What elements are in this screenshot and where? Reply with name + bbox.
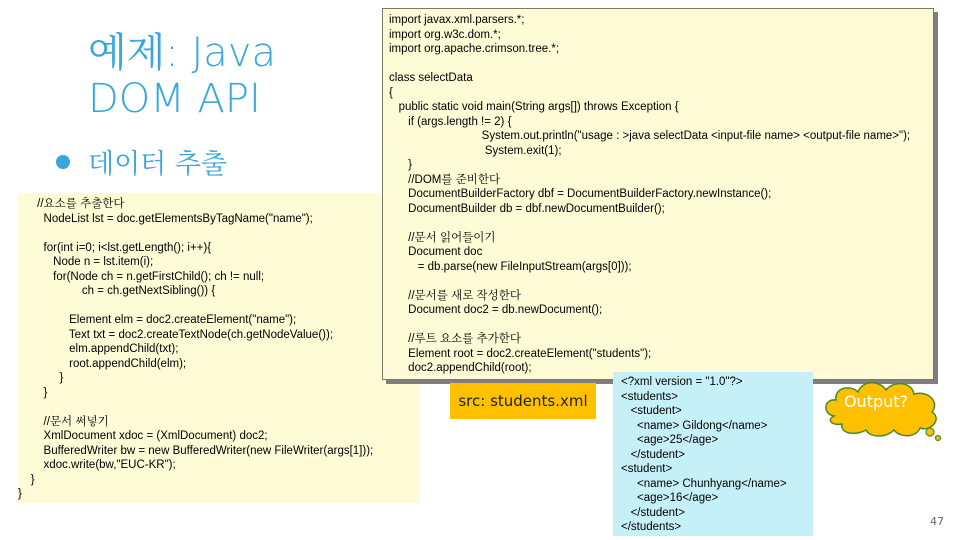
slide-title: 예제: Java DOM API: [88, 30, 276, 122]
code-block-left: [18, 193, 420, 503]
page-number: 47: [930, 515, 944, 528]
cloud-callout-text: Output?: [843, 392, 909, 411]
source-file-label: src: students.xml: [450, 383, 596, 419]
code-right-text: import javax.xml.parsers.*; import org.w3c.dom.*; import org.apache.crimson.tree.*; class selectData { public static void main(String args[]) throws Exception { if (args.length != 2) { System.out.println("usage : >java selectData <input-file name> <output-file name>"); System.exit(1); } //DOM를 준비한다 DocumentBuilderFactory dbf = DocumentBuilderFactory.newInstance(); DocumentBuilder db = dbf.newDocumentBuilder(); //문서 읽어들이기 Document doc = db.parse(new FileInputStream(args[0])); //문서를 새로 작성한다 Document doc2 = db.newDocument(); //루트 요소를 추가한다 Element root = doc2.createElement("students"); doc2.appendChild(root);: [389, 14, 911, 374]
xml-output-text: <?xml version = "1.0"?> <students> <student> <name> Gildong</name> <age>25</age> </student> <student> <name> Chunhyang</name> <age>16</age> </student> </students>: [621, 376, 787, 533]
xml-output-box: [613, 372, 813, 536]
bullet-dot-icon: [56, 155, 70, 169]
code-block-right: [382, 8, 934, 380]
bullet-text: 데이터 추출: [88, 149, 227, 180]
code-left-text: //요소를 추출한다 NodeList lst = doc.getElementsByTagName("name"); for(int i=0; i<lst.getLength(); i++){ Node n = lst.item(i); for(Node ch = n.getFirstChild(); ch != null; ch = ch.getNextSibling()) { Element elm = doc2.createElement("name"); Text txt = doc2.createTextNode(ch.getNodeValue()); elm.appendChild(txt); root.appendChild(elm); } } //문서 써넣기 XmlDocument xdoc = (XmlDocument) doc2; BufferedWriter bw = new BufferedWriter(new FileWriter(args[1])); xdoc.write(bw,"EUC-KR"); } }: [18, 198, 374, 500]
bullet-item: [56, 142, 227, 181]
